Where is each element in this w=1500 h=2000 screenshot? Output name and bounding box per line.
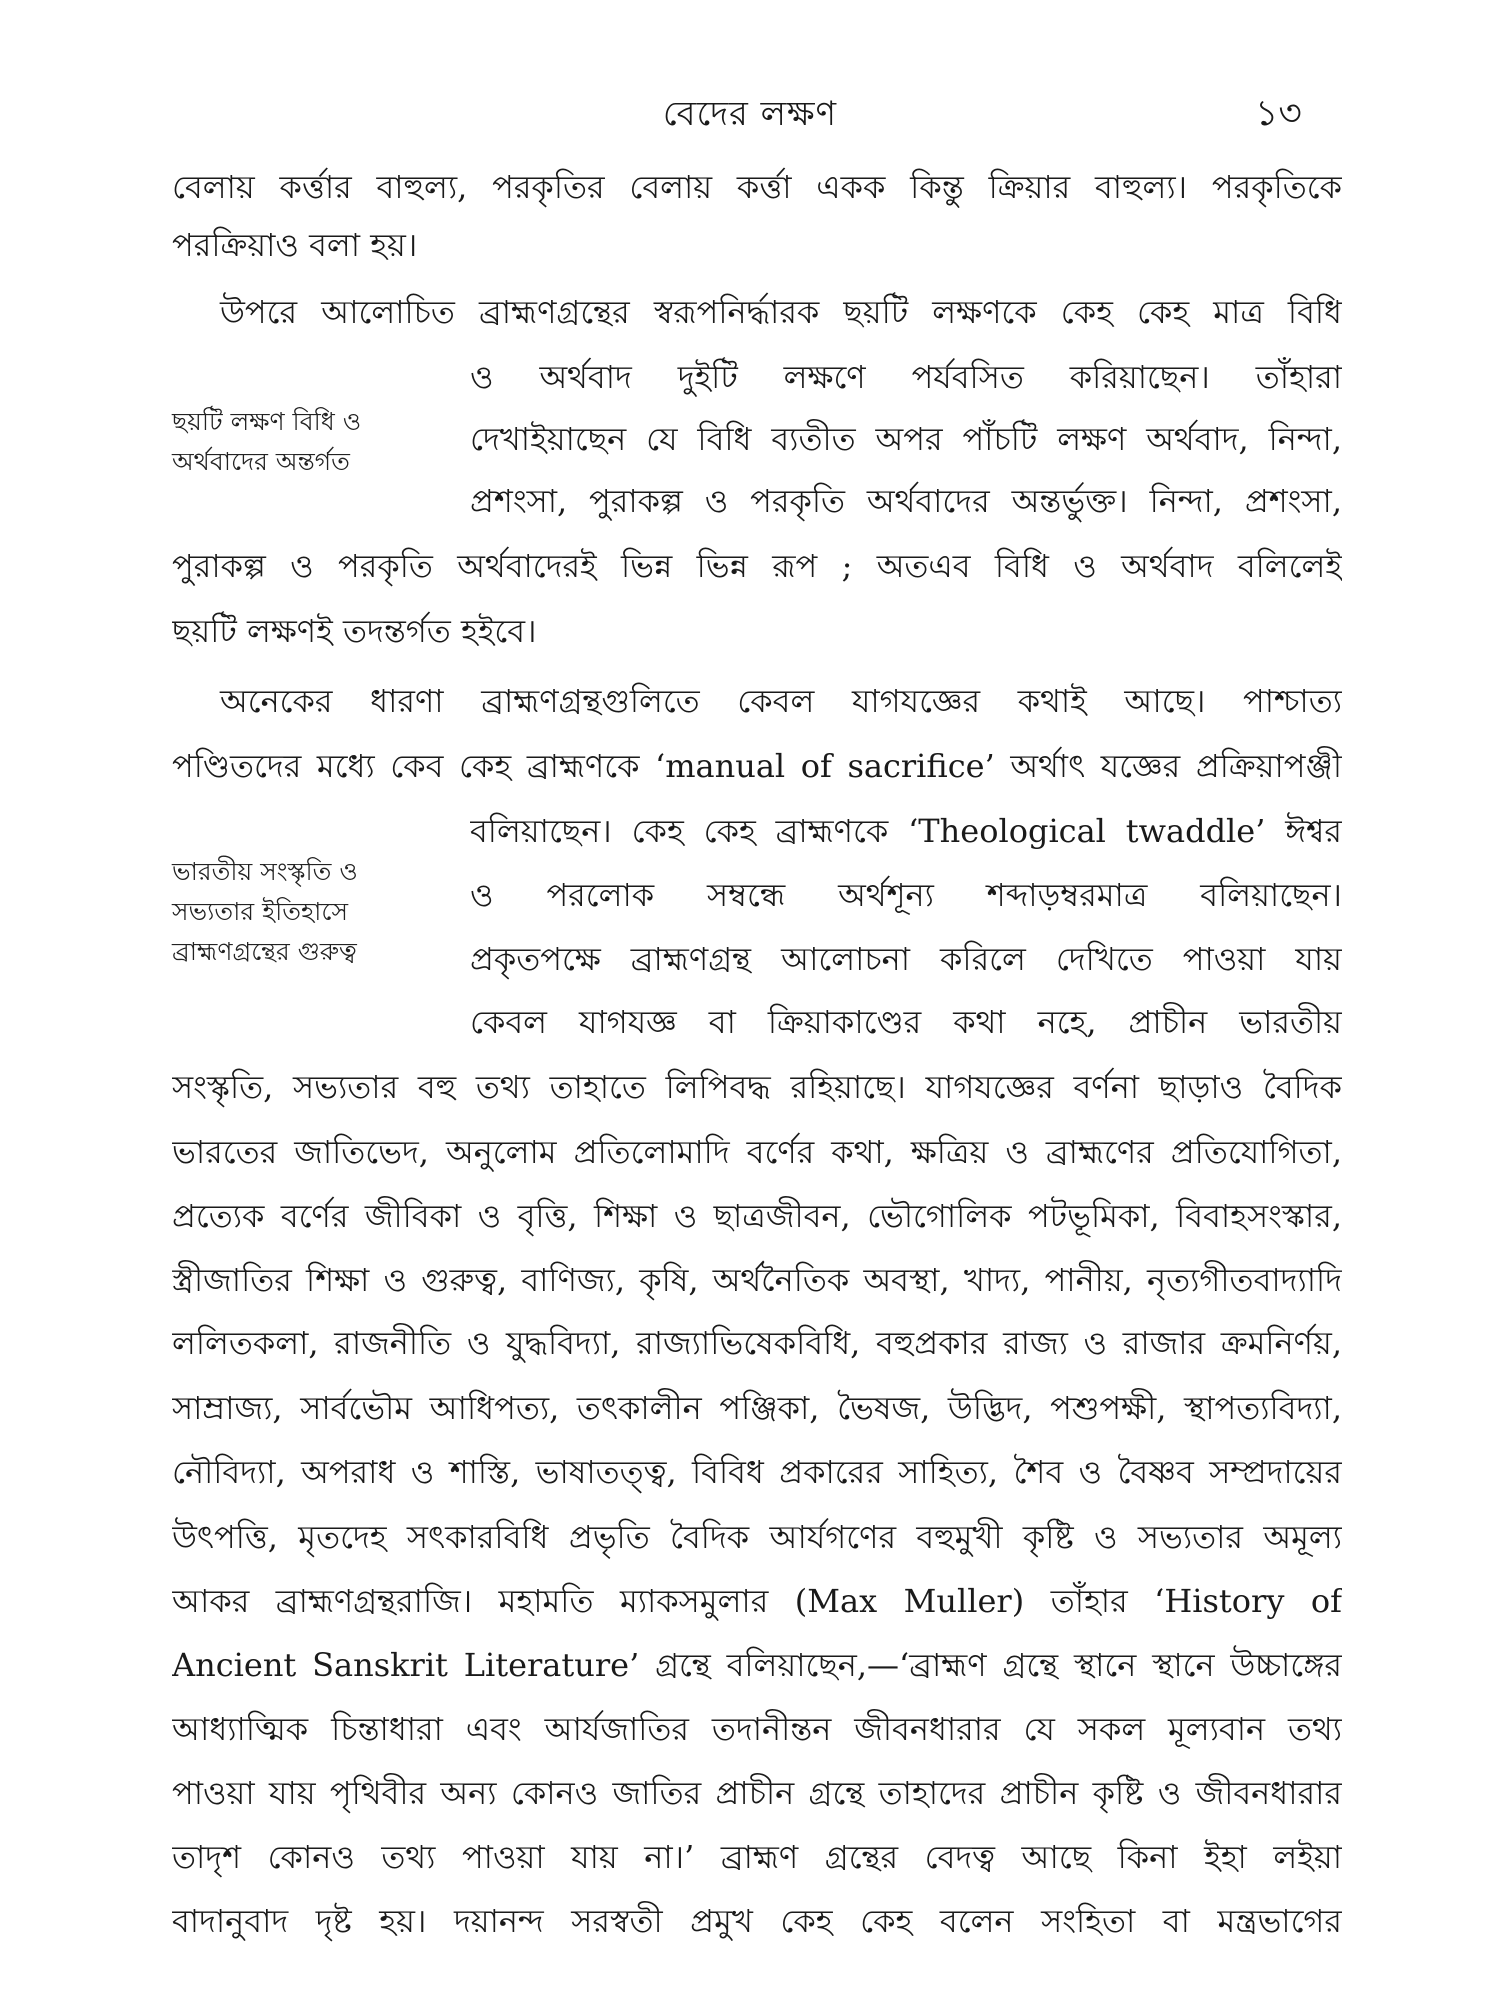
text-line: প্রকৃতপক্ষে ব্রাহ্মণগ্রন্থ আলোচনা করিলে দেখিতে পাওয়া যায় — [470, 940, 1342, 978]
running-header: বেদের লক্ষণ — [662, 94, 838, 134]
text-line: পণ্ডিতদের মধ্যে কেব কেহ ব্রাহ্মণকে ‘manual of sacrifice’ অর্থাৎ যজ্ঞের প্রক্রিয়াপঞ্জী — [172, 747, 1342, 785]
text-line: বেলায় কর্ত্তার বাহুল্য, পরকৃতির বেলায় কর্ত্তা একক কিন্তু ক্রিয়ার বাহুল্য। পরকৃতিকে — [172, 168, 1342, 206]
text-line: আধ্যাত্মিক চিন্তাধারা এবং আর্যজাতির তদানীন্তন জীবনধারার যে সকল মূল্যবান তথ্য — [172, 1710, 1342, 1748]
text-line: বাদানুবাদ দৃষ্ট হয়। দয়ানন্দ সরস্বতী প্রমুখ কেহ কেহ বলেন সংহিতা বা মন্ত্রভাগের — [172, 1902, 1342, 1940]
text-line: পাওয়া যায় পৃথিবীর অন্য কোনও জাতির প্রাচীন গ্রন্থে তাহাদের প্রাচীন কৃষ্টি ও জীবনধারার — [172, 1774, 1342, 1812]
text-line: উৎপত্তি, মৃতদেহ সৎকারবিধি প্রভৃতি বৈদিক আর্যগণের বহুমুখী কৃষ্টি ও সভ্যতার অমূল্য — [172, 1518, 1342, 1556]
text-line: বলিয়াছেন। কেহ কেহ ব্রাহ্মণকে ‘Theological twaddle’ ঈশ্বর — [470, 812, 1342, 850]
text-line: তাদৃশ কোনও তথ্য পাওয়া যায় না।’ ব্রাহ্মণ গ্রন্থের বেদত্ব আছে কিনা ইহা লইয়া — [172, 1838, 1342, 1876]
text-line: অনেকের ধারণা ব্রাহ্মণগ্রন্থগুলিতে কেবল যাগযজ্ঞের কথাই আছে। পাশ্চাত্য — [220, 682, 1342, 720]
text-line: প্রত্যেক বর্ণের জীবিকা ও বৃত্তি, শিক্ষা ও ছাত্রজীবন, ভৌগোলিক পটভূমিকা, বিবাহসংস্কার, — [172, 1197, 1342, 1235]
text-line: নৌবিদ্যা, অপরাধ ও শাস্তি, ভাষাতত্ত্ব, বিবিধ প্রকারের সাহিত্য, শৈব ও বৈষ্ণব সম্প্রদায়ের — [172, 1453, 1342, 1491]
text-line: ভারতের জাতিভেদ, অনুলোম প্রতিলোমাদি বর্ণের কথা, ক্ষত্রিয় ও ব্রাহ্মণের প্রতিযোগিতা, — [172, 1133, 1342, 1171]
text-line: উপরে আলোচিত ব্রাহ্মণগ্রন্থের স্বরূপনির্দ্ধারক ছয়টি লক্ষণকে কেহ কেহ মাত্র বিধি — [220, 293, 1342, 331]
text-line: ললিতকলা, রাজনীতি ও যুদ্ধবিদ্যা, রাজ্যাভিষেকবিধি, বহুপ্রকার রাজ্য ও রাজার ক্রমনির্ণয়, — [172, 1324, 1342, 1362]
text-line: আকর ব্রাহ্মণগ্রন্থরাজি। মহামতি ম্যাকসমুলার (Max Muller) তাঁহার ‘History of — [172, 1582, 1342, 1620]
text-line: পরক্রিয়াও বলা হয়। — [172, 226, 418, 264]
text-line: স্ত্রীজাতির শিক্ষা ও গুরুত্ব, বাণিজ্য, কৃষি, অর্থনৈতিক অবস্থা, খাদ্য, পানীয়, নৃত্যগীতবাদ্যাদি — [172, 1261, 1342, 1299]
text-line: সংস্কৃতি, সভ্যতার বহু তথ্য তাহাতে লিপিবদ্ধ রহিয়াছে। যাগযজ্ঞের বর্ণনা ছাড়াও বৈদিক — [172, 1068, 1342, 1106]
text-line: কেবল যাগযজ্ঞ বা ক্রিয়াকাণ্ডের কথা নহে, প্রাচীন ভারতীয় — [470, 1003, 1342, 1041]
text-line: পুরাকল্প ও পরকৃতি অর্থবাদেরই ভিন্ন ভিন্ন রূপ ; অতএব বিধি ও অর্থবাদ বলিলেই — [172, 547, 1342, 585]
text-line: দেখাইয়াছেন যে বিধি ব্যতীত অপর পাঁচটি লক্ষণ অর্থবাদ, নিন্দা, — [470, 420, 1342, 458]
margin-note-2: ভারতীয় সংস্কৃতি ও সভ্যতার ইতিহাসে ব্রাহ্মণগ্রন্থের গুরুত্ব — [172, 857, 358, 966]
text-line: ও পরলোক সম্বন্ধে অর্থশূন্য শব্দাড়ম্বরমাত্র বলিয়াছেন। — [470, 876, 1342, 914]
margin-note-1: ছয়টি লক্ষণ বিধি ও অর্থবাদের অন্তর্গত — [172, 407, 362, 476]
text-line: ও অর্থবাদ দুইটি লক্ষণে পর্যবসিত করিয়াছেন। তাঁহারা — [470, 358, 1342, 396]
text-line: Ancient Sanskrit Literature’ গ্রন্থে বলিয়াছেন,—‘ব্রাহ্মণ গ্রন্থে স্থানে স্থানে উচ্চাঙ্গের — [172, 1646, 1342, 1684]
text-line: প্রশংসা, পুরাকল্প ও পরকৃতি অর্থবাদের অন্তর্ভুক্ত। নিন্দা, প্রশংসা, — [470, 482, 1342, 520]
page-number: ১৩ — [1255, 93, 1302, 134]
text-line: সাম্রাজ্য, সার্বভৌম আধিপত্য, তৎকালীন পঞ্জিকা, ভৈষজ, উদ্ভিদ, পশুপক্ষী, স্থাপত্যবিদ্যা, — [172, 1389, 1342, 1427]
text-line: ছয়টি লক্ষণই তদন্তর্গত হইবে। — [172, 612, 537, 650]
